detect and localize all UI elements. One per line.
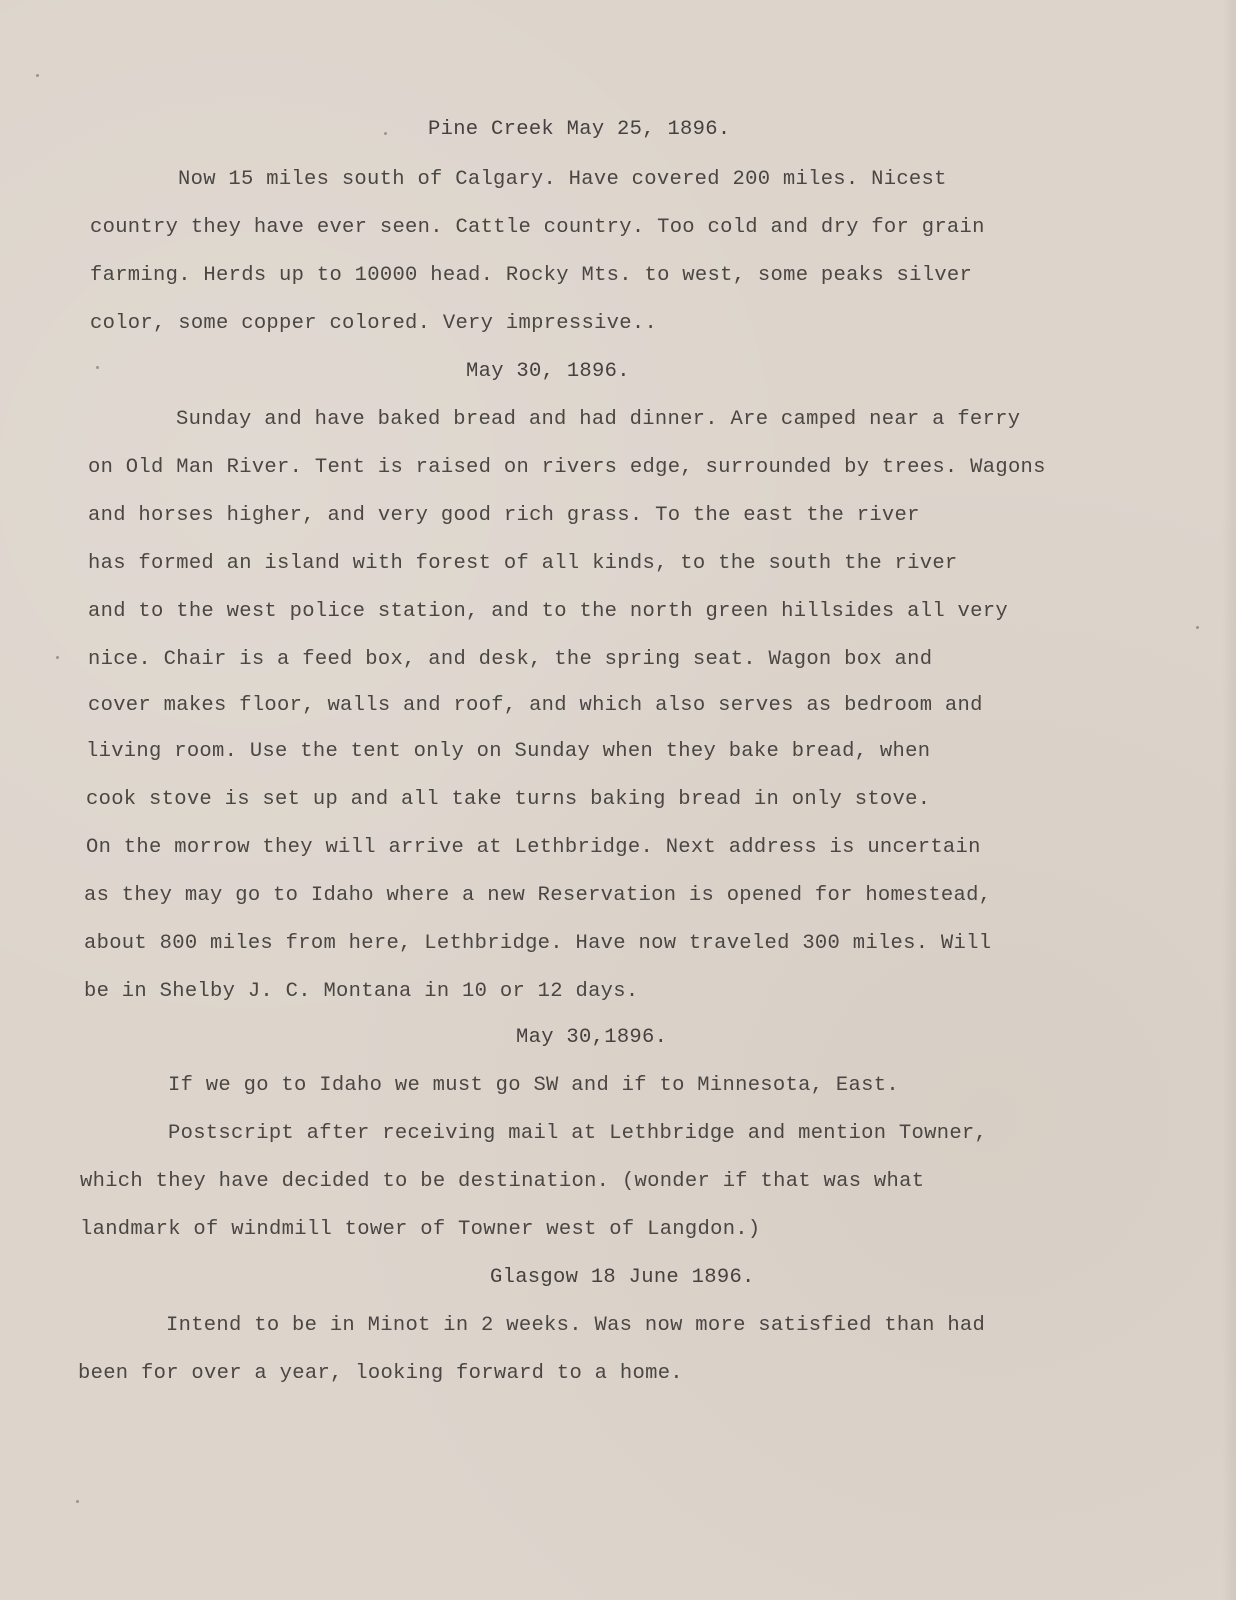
text-line: Postscript after receiving mail at Lethbridge and mention Towner, <box>168 1122 988 1145</box>
text-line: cook stove is set up and all take turns baking bread in only stove. <box>86 788 931 811</box>
paper-speck <box>76 1500 79 1503</box>
paper-speck <box>96 366 99 369</box>
entry-heading-may-30-second: May 30,1896. <box>516 1026 668 1049</box>
text-line: country they have ever seen. Cattle country. Too cold and dry for grain <box>90 216 985 239</box>
text-line: has formed an island with forest of all kinds, to the south the river <box>88 552 958 575</box>
entry-heading-glasgow: Glasgow 18 June 1896. <box>490 1266 755 1289</box>
text-line: landmark of windmill tower of Towner west of Langdon.) <box>80 1218 761 1241</box>
paper-speck <box>36 74 39 77</box>
text-line: On the morrow they will arrive at Lethbridge. Next address is uncertain <box>86 836 981 859</box>
text-line: on Old Man River. Tent is raised on rivers edge, surrounded by trees. Wagons <box>88 456 1046 479</box>
text-line: and to the west police station, and to the north green hillsides all very <box>88 600 1008 623</box>
paper-speck <box>384 132 387 135</box>
text-line: been for over a year, looking forward to a home. <box>78 1362 683 1385</box>
entry-heading-may-30: May 30, 1896. <box>466 360 630 383</box>
paper-speck <box>56 656 59 659</box>
text-line: Now 15 miles south of Calgary. Have covered 200 miles. Nicest <box>178 168 947 191</box>
text-line: be in Shelby J. C. Montana in 10 or 12 days. <box>84 980 639 1003</box>
text-line: Sunday and have baked bread and had dinner. Are camped near a ferry <box>176 408 1021 431</box>
entry-heading-pine-creek: Pine Creek May 25, 1896. <box>428 118 731 141</box>
text-line: farming. Herds up to 10000 head. Rocky Mts. to west, some peaks silver <box>90 264 973 287</box>
text-line: which they have decided to be destination. (wonder if that was what <box>80 1170 925 1193</box>
text-line: color, some copper colored. Very impressive.. <box>90 312 658 335</box>
text-line: If we go to Idaho we must go SW and if to Minnesota, East. <box>168 1074 899 1097</box>
text-line: Intend to be in Minot in 2 weeks. Was now more satisfied than had <box>166 1314 986 1337</box>
text-line: nice. Chair is a feed box, and desk, the spring seat. Wagon box and <box>88 648 933 671</box>
text-line: living room. Use the tent only on Sunday when they bake bread, when <box>86 740 931 763</box>
text-line: cover makes floor, walls and roof, and which also serves as bedroom and <box>88 694 983 717</box>
paper-speck <box>1196 626 1199 629</box>
page-edge-shadow <box>1222 0 1236 1600</box>
text-line: about 800 miles from here, Lethbridge. Have now traveled 300 miles. Will <box>84 932 992 955</box>
text-line: as they may go to Idaho where a new Reservation is opened for homestead, <box>84 884 992 907</box>
text-line: and horses higher, and very good rich grass. To the east the river <box>88 504 920 527</box>
